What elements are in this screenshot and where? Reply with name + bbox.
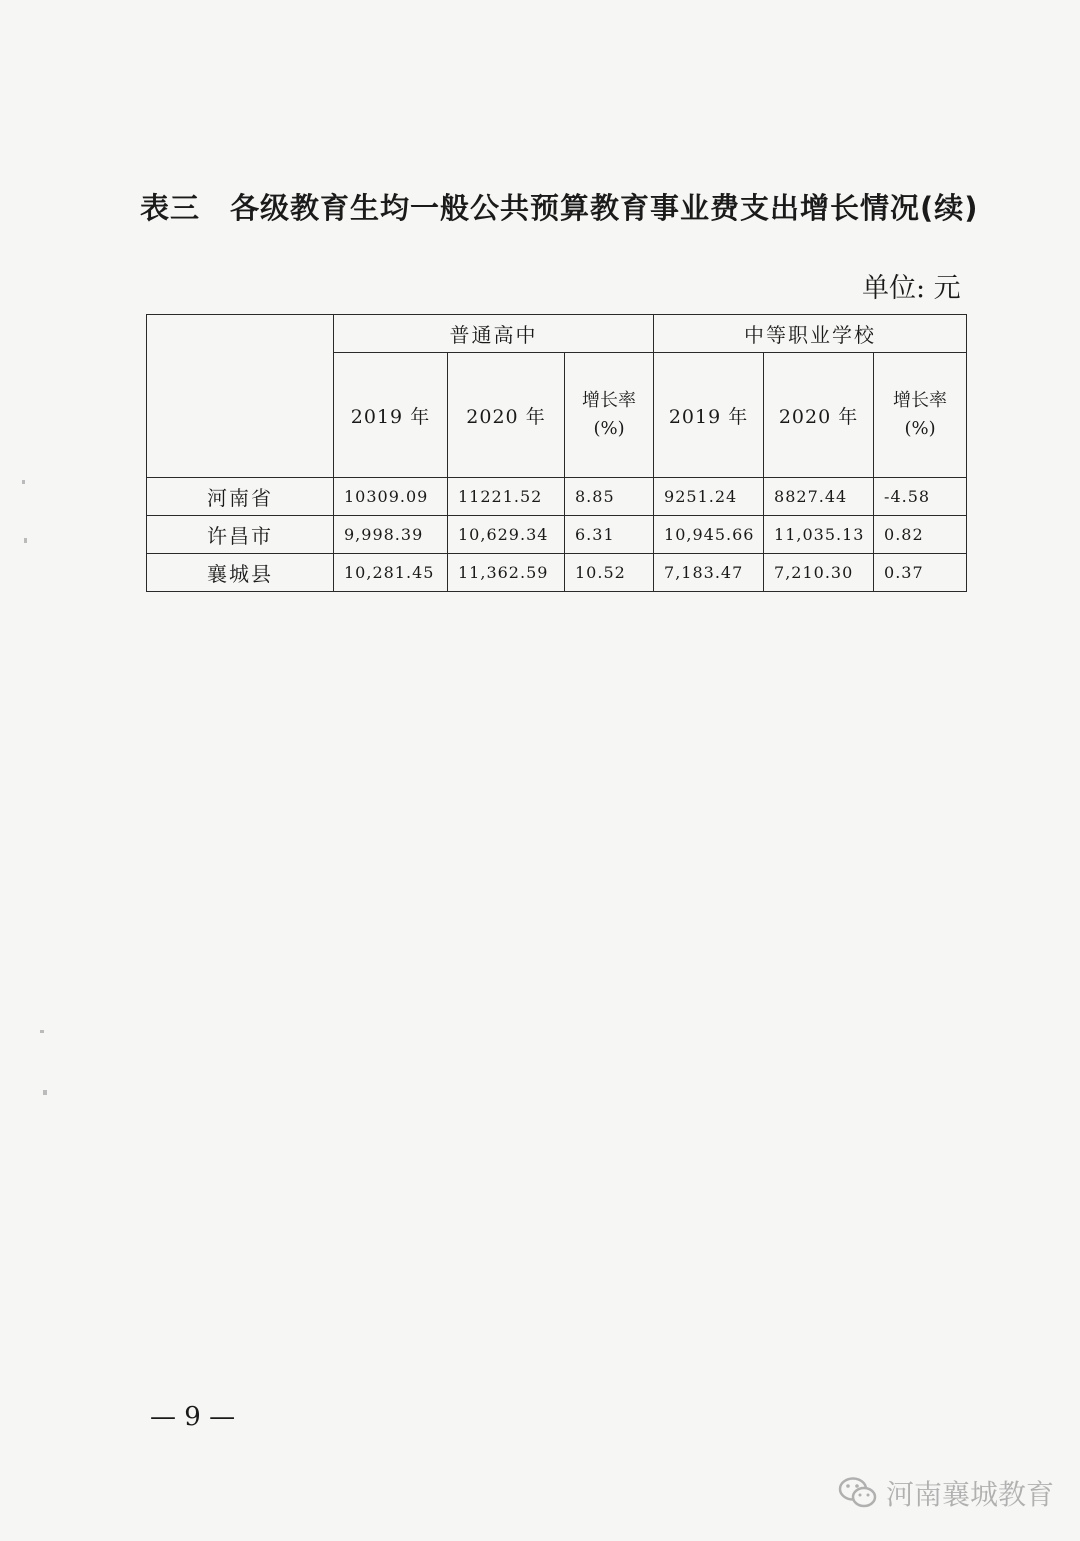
value-cell: 10,281.45 — [334, 554, 448, 592]
value-cell: 7,183.47 — [654, 554, 764, 592]
watermark-text: 河南襄城教育 — [886, 1478, 1055, 1511]
title-prefix: 表三 — [140, 191, 201, 225]
rate-header-label: 增长率 — [582, 390, 637, 411]
group-header-vocational: 中等职业学校 — [654, 315, 967, 353]
scan-speck — [24, 538, 27, 543]
value-cell: 11,035.13 — [764, 516, 874, 554]
value-cell: 9,998.39 — [334, 516, 448, 554]
data-table — [146, 314, 967, 592]
rate-header — [874, 353, 967, 478]
year-header: 2020 年 — [448, 353, 565, 478]
rate-header-unit: (%) — [904, 418, 936, 439]
value-cell: 11221.52 — [448, 478, 565, 516]
value-cell: 10,945.66 — [654, 516, 764, 554]
scan-speck — [43, 1090, 47, 1095]
value-cell: 10309.09 — [334, 478, 448, 516]
value-cell: 6.31 — [565, 516, 654, 554]
value-cell: 8827.44 — [764, 478, 874, 516]
value-cell: 10.52 — [565, 554, 654, 592]
value-cell: 11,362.59 — [448, 554, 565, 592]
rate-header — [565, 353, 654, 478]
table-row — [147, 554, 967, 592]
scan-speck — [22, 480, 25, 484]
region-cell: 襄城县 — [147, 554, 334, 592]
wechat-icon — [838, 1476, 878, 1510]
region-cell: 河南省 — [147, 478, 334, 516]
table-row — [147, 516, 967, 554]
page-number: — 9 — — [150, 1402, 236, 1432]
value-cell: 0.37 — [874, 554, 967, 592]
value-cell: 9251.24 — [654, 478, 764, 516]
rate-header-unit: (%) — [593, 418, 625, 439]
header-corner-cell — [147, 315, 334, 478]
table-row — [147, 478, 967, 516]
year-header: 2020 年 — [764, 353, 874, 478]
year-header: 2019 年 — [654, 353, 764, 478]
unit-label: 单位: 元 — [862, 273, 961, 304]
value-cell: 10,629.34 — [448, 516, 565, 554]
value-cell: 8.85 — [565, 478, 654, 516]
group-header-high-school: 普通高中 — [334, 315, 654, 353]
scan-speck — [40, 1030, 44, 1033]
title-text: 各级教育生均一般公共预算教育事业费支出增长情况(续) — [230, 191, 979, 225]
value-cell: 7,210.30 — [764, 554, 874, 592]
value-cell: 0.82 — [874, 516, 967, 554]
region-cell: 许昌市 — [147, 516, 334, 554]
watermark — [838, 1473, 1054, 1513]
value-cell: -4.58 — [874, 478, 967, 516]
table-title — [140, 186, 979, 227]
rate-header-label: 增长率 — [893, 390, 948, 411]
year-header: 2019 年 — [334, 353, 448, 478]
